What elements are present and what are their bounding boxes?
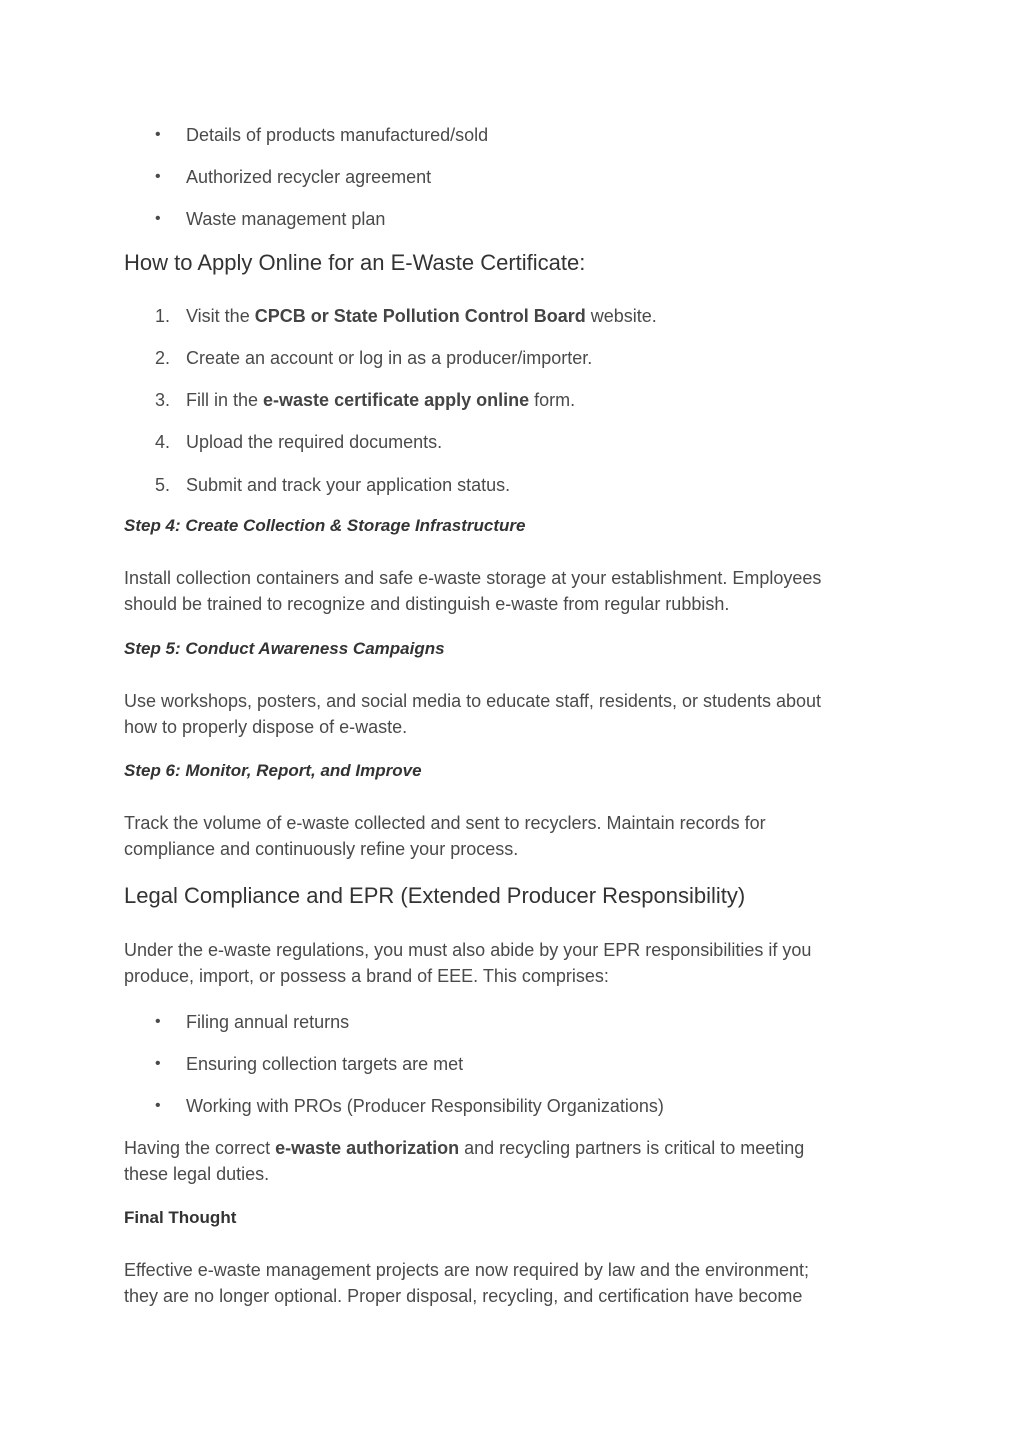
- bullet-icon: •: [155, 126, 161, 143]
- paragraph-line: compliance and continuously refine your process.: [124, 839, 519, 859]
- paragraph-line: Track the volume of e-waste collected and sent to recyclers. Maintain records for: [124, 813, 766, 833]
- list-item: Visit the CPCB or State Pollution Control Board website.: [186, 306, 657, 326]
- list-number: 4.: [155, 432, 171, 452]
- bullet-icon: •: [155, 210, 161, 227]
- paragraph-line: Having the correct e-waste authorization and recycling partners is critical to meeting: [124, 1138, 805, 1158]
- bold-text: CPCB or State Pollution Control Board: [254, 306, 586, 326]
- list-item: Ensuring collection targets are met: [186, 1054, 464, 1074]
- bold-text: e-waste certificate apply online: [263, 390, 530, 410]
- list-item: Details of products manufactured/sold: [186, 125, 489, 145]
- paragraph-line: how to properly dispose of e-waste.: [124, 717, 408, 737]
- list-number: 5.: [155, 475, 171, 495]
- bullet-icon: •: [155, 1055, 161, 1072]
- paragraph-line: Under the e-waste regulations, you must also abide by your EPR responsibilities if you: [124, 940, 812, 960]
- bold-text: e-waste authorization: [275, 1138, 460, 1158]
- list-item: Create an account or log in as a producer/importer.: [186, 348, 593, 368]
- bullet-icon: •: [155, 1013, 161, 1030]
- paragraph-line: Effective e-waste management projects are now required by law and the environment;: [124, 1260, 810, 1280]
- list-item: Filing annual returns: [186, 1012, 350, 1032]
- list-item: Authorized recycler agreement: [186, 167, 432, 187]
- paragraph-line: Use workshops, posters, and social media to educate staff, residents, or students about: [124, 691, 822, 711]
- bullet-icon: •: [155, 1097, 161, 1114]
- step-5-title: Step 5: Conduct Awareness Campaigns: [124, 639, 445, 658]
- bullet-icon: •: [155, 168, 161, 185]
- list-item: Submit and track your application status.: [186, 475, 511, 495]
- final-thought-title: Final Thought: [124, 1208, 237, 1227]
- paragraph-line: should be trained to recognize and distinguish e-waste from regular rubbish.: [124, 594, 730, 614]
- list-number: 1.: [155, 306, 171, 326]
- paragraph-line: produce, import, or possess a brand of EEE. This comprises:: [124, 966, 609, 986]
- list-number: 3.: [155, 390, 171, 410]
- list-number: 2.: [155, 348, 171, 368]
- paragraph-line: these legal duties.: [124, 1164, 270, 1184]
- paragraph-line: they are no longer optional. Proper disposal, recycling, and certification have become: [124, 1286, 803, 1306]
- section-heading-apply: How to Apply Online for an E-Waste Certificate:: [124, 250, 586, 275]
- step-4-title: Step 4: Create Collection & Storage Infrastructure: [124, 516, 526, 535]
- list-item: Waste management plan: [186, 209, 386, 229]
- list-item: Upload the required documents.: [186, 432, 443, 452]
- list-item: Working with PROs (Producer Responsibility Organizations): [186, 1096, 664, 1116]
- list-item: Fill in the e-waste certificate apply online form.: [186, 390, 576, 410]
- section-heading-legal: Legal Compliance and EPR (Extended Producer Responsibility): [124, 883, 746, 908]
- step-6-title: Step 6: Monitor, Report, and Improve: [124, 761, 422, 780]
- paragraph-line: Install collection containers and safe e-waste storage at your establishment. Employees: [124, 568, 822, 588]
